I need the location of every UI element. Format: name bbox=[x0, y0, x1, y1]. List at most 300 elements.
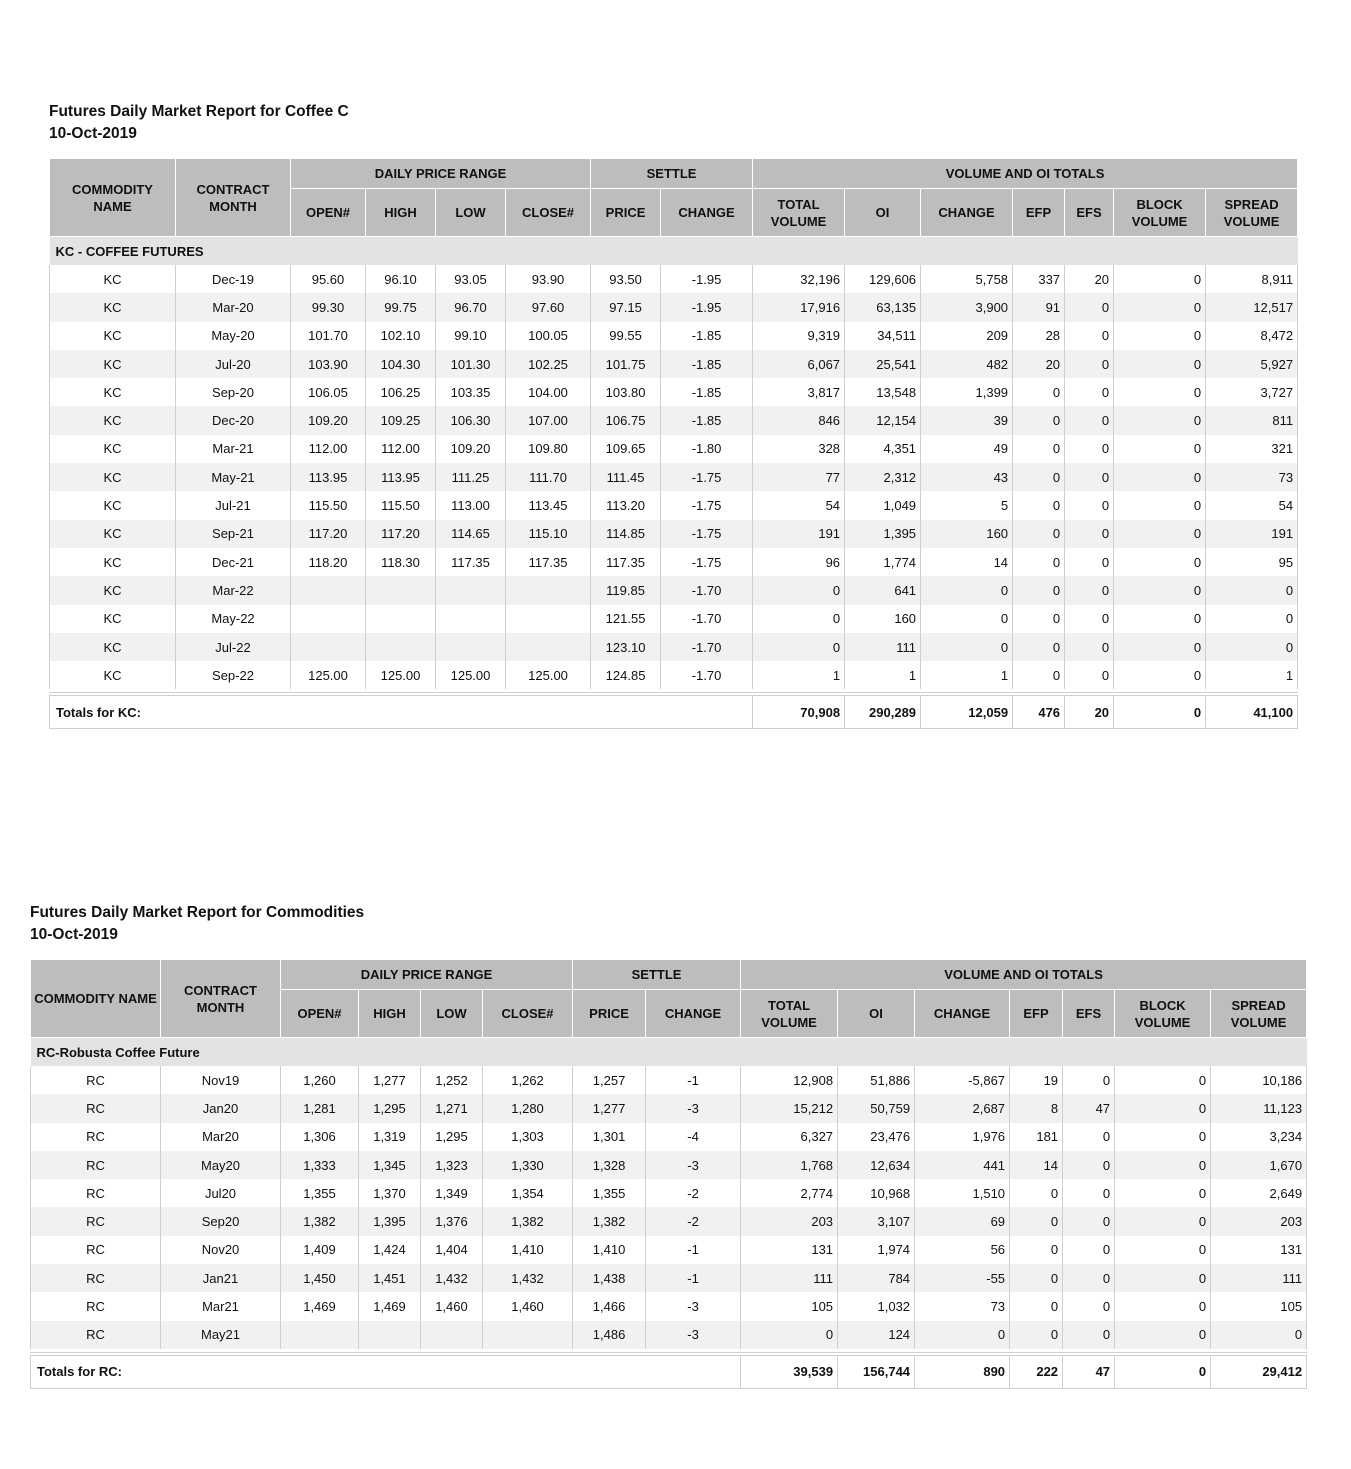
cell-low: 103.35 bbox=[436, 378, 506, 406]
totals-change: 12,059 bbox=[921, 694, 1013, 729]
cell-block-volume: 0 bbox=[1114, 661, 1206, 689]
cell-settle-price: 117.35 bbox=[591, 548, 661, 576]
cell-settle-price: 1,301 bbox=[573, 1123, 646, 1151]
table-row bbox=[31, 1179, 1307, 1207]
cell-settle-price: 106.75 bbox=[591, 406, 661, 434]
cell-block-volume: 0 bbox=[1114, 576, 1206, 604]
cell-commodity: KC bbox=[50, 378, 176, 406]
cell-open: 125.00 bbox=[291, 661, 366, 689]
cell-commodity: KC bbox=[50, 463, 176, 491]
cell-commodity: RC bbox=[31, 1292, 161, 1320]
cell-high: 112.00 bbox=[366, 435, 436, 463]
cell-close: 1,280 bbox=[483, 1094, 573, 1122]
totals-oi: 290,289 bbox=[845, 694, 921, 729]
cell-contract-month: Mar20 bbox=[161, 1123, 281, 1151]
cell-efs: 0 bbox=[1063, 1179, 1115, 1207]
cell-commodity: KC bbox=[50, 265, 176, 293]
cell-low: 111.25 bbox=[436, 463, 506, 491]
cell-block-volume: 0 bbox=[1114, 293, 1206, 321]
cell-low: 1,460 bbox=[421, 1292, 483, 1320]
cell-spread-volume: 0 bbox=[1206, 605, 1298, 633]
cell-spread-volume: 203 bbox=[1211, 1207, 1307, 1235]
cell-high: 1,395 bbox=[359, 1207, 421, 1235]
col-open: OPEN# bbox=[281, 990, 359, 1038]
cell-open: 113.95 bbox=[291, 463, 366, 491]
cell-commodity: KC bbox=[50, 605, 176, 633]
group-label: RC-Robusta Coffee Future bbox=[31, 1038, 1307, 1067]
cell-settle-price: 114.85 bbox=[591, 520, 661, 548]
cell-open: 1,355 bbox=[281, 1179, 359, 1207]
cell-open: 117.20 bbox=[291, 520, 366, 548]
cell-commodity: KC bbox=[50, 406, 176, 434]
cell-settle-change: -1.85 bbox=[661, 406, 753, 434]
cell-efp: 0 bbox=[1010, 1292, 1063, 1320]
cell-efp: 19 bbox=[1010, 1066, 1063, 1094]
cell-oi-change: 160 bbox=[921, 520, 1013, 548]
cell-commodity: KC bbox=[50, 520, 176, 548]
cell-settle-price: 1,328 bbox=[573, 1151, 646, 1179]
cell-commodity: KC bbox=[50, 491, 176, 519]
col-efs: EFS bbox=[1065, 189, 1114, 237]
cell-open: 103.90 bbox=[291, 350, 366, 378]
cell-open bbox=[281, 1321, 359, 1349]
cell-oi-change: 43 bbox=[921, 463, 1013, 491]
cell-spread-volume: 105 bbox=[1211, 1292, 1307, 1320]
col-total-volume: TOTAL VOLUME bbox=[753, 189, 845, 237]
cell-contract-month: May-22 bbox=[176, 605, 291, 633]
cell-settle-price: 123.10 bbox=[591, 633, 661, 661]
cell-oi: 1,049 bbox=[845, 491, 921, 519]
cell-high: 1,345 bbox=[359, 1151, 421, 1179]
cell-close: 115.10 bbox=[506, 520, 591, 548]
cell-close: 1,330 bbox=[483, 1151, 573, 1179]
cell-open bbox=[291, 633, 366, 661]
cell-efp: 0 bbox=[1010, 1179, 1063, 1207]
cell-close: 97.60 bbox=[506, 293, 591, 321]
cell-efp: 0 bbox=[1010, 1236, 1063, 1264]
cell-commodity: KC bbox=[50, 435, 176, 463]
cell-block-volume: 0 bbox=[1115, 1179, 1211, 1207]
cell-close: 117.35 bbox=[506, 548, 591, 576]
cell-settle-change: -1.70 bbox=[661, 576, 753, 604]
cell-contract-month: Jul-20 bbox=[176, 350, 291, 378]
report-coffee-c bbox=[49, 101, 1297, 729]
col-open: OPEN# bbox=[291, 189, 366, 237]
table-row bbox=[50, 350, 1298, 378]
cell-spread-volume: 111 bbox=[1211, 1264, 1307, 1292]
cell-open: 1,333 bbox=[281, 1151, 359, 1179]
cell-total-volume: 1 bbox=[753, 661, 845, 689]
cell-settle-change: -1.85 bbox=[661, 350, 753, 378]
col-commodity-name: COMMODITY NAME bbox=[50, 159, 176, 237]
cell-settle-price: 109.65 bbox=[591, 435, 661, 463]
cell-high: 1,370 bbox=[359, 1179, 421, 1207]
cell-settle-change: -1 bbox=[646, 1264, 741, 1292]
cell-oi: 51,886 bbox=[838, 1066, 915, 1094]
cell-settle-change: -1.75 bbox=[661, 520, 753, 548]
cell-high bbox=[366, 633, 436, 661]
cell-contract-month: Sep-22 bbox=[176, 661, 291, 689]
cell-settle-price: 1,486 bbox=[573, 1321, 646, 1349]
cell-block-volume: 0 bbox=[1114, 265, 1206, 293]
cell-contract-month: Sep-21 bbox=[176, 520, 291, 548]
cell-efs: 0 bbox=[1065, 293, 1114, 321]
cell-total-volume: 0 bbox=[753, 576, 845, 604]
cell-oi: 63,135 bbox=[845, 293, 921, 321]
cell-total-volume: 2,774 bbox=[741, 1179, 838, 1207]
cell-settle-price: 124.85 bbox=[591, 661, 661, 689]
cell-close: 1,410 bbox=[483, 1236, 573, 1264]
cell-efs: 0 bbox=[1063, 1207, 1115, 1235]
col-change: CHANGE bbox=[646, 990, 741, 1038]
cell-settle-change: -1.95 bbox=[661, 265, 753, 293]
cell-oi: 1 bbox=[845, 661, 921, 689]
cell-high: 109.25 bbox=[366, 406, 436, 434]
cell-settle-change: -2 bbox=[646, 1179, 741, 1207]
cell-total-volume: 6,067 bbox=[753, 350, 845, 378]
cell-contract-month: Mar-22 bbox=[176, 576, 291, 604]
cell-spread-volume: 0 bbox=[1206, 576, 1298, 604]
cell-low: 99.10 bbox=[436, 322, 506, 350]
cell-spread-volume: 1 bbox=[1206, 661, 1298, 689]
table-row bbox=[31, 1264, 1307, 1292]
cell-efs: 0 bbox=[1065, 322, 1114, 350]
cell-contract-month: Sep20 bbox=[161, 1207, 281, 1235]
cell-contract-month: Dec-21 bbox=[176, 548, 291, 576]
cell-open: 1,450 bbox=[281, 1264, 359, 1292]
market-table bbox=[49, 158, 1298, 729]
cell-low bbox=[436, 605, 506, 633]
cell-efp: 0 bbox=[1013, 605, 1065, 633]
cell-oi-change: 56 bbox=[915, 1236, 1010, 1264]
cell-total-volume: 0 bbox=[741, 1321, 838, 1349]
cell-oi: 10,968 bbox=[838, 1179, 915, 1207]
cell-oi: 1,974 bbox=[838, 1236, 915, 1264]
totals-efp: 476 bbox=[1013, 694, 1065, 729]
cell-efs: 0 bbox=[1065, 661, 1114, 689]
col-spread-volume: SPREAD VOLUME bbox=[1206, 189, 1298, 237]
cell-oi: 2,312 bbox=[845, 463, 921, 491]
col-efp: EFP bbox=[1010, 990, 1063, 1038]
cell-total-volume: 15,212 bbox=[741, 1094, 838, 1122]
cell-spread-volume: 5,927 bbox=[1206, 350, 1298, 378]
cell-settle-price: 101.75 bbox=[591, 350, 661, 378]
cell-oi-change: 73 bbox=[915, 1292, 1010, 1320]
cell-high bbox=[366, 576, 436, 604]
table-row bbox=[50, 463, 1298, 491]
cell-block-volume: 0 bbox=[1114, 520, 1206, 548]
cell-efs: 0 bbox=[1065, 435, 1114, 463]
cell-oi-change: 209 bbox=[921, 322, 1013, 350]
cell-efp: 181 bbox=[1010, 1123, 1063, 1151]
cell-spread-volume: 811 bbox=[1206, 406, 1298, 434]
group-settle: SETTLE bbox=[573, 960, 741, 990]
cell-efp: 0 bbox=[1010, 1207, 1063, 1235]
cell-block-volume: 0 bbox=[1115, 1321, 1211, 1349]
cell-block-volume: 0 bbox=[1114, 435, 1206, 463]
cell-low: 1,271 bbox=[421, 1094, 483, 1122]
cell-contract-month: Jul20 bbox=[161, 1179, 281, 1207]
cell-total-volume: 6,327 bbox=[741, 1123, 838, 1151]
col-close: CLOSE# bbox=[483, 990, 573, 1038]
cell-settle-change: -1.85 bbox=[661, 322, 753, 350]
table-row bbox=[31, 1066, 1307, 1094]
cell-settle-change: -3 bbox=[646, 1321, 741, 1349]
cell-oi: 124 bbox=[838, 1321, 915, 1349]
cell-block-volume: 0 bbox=[1114, 350, 1206, 378]
cell-open: 1,260 bbox=[281, 1066, 359, 1094]
cell-spread-volume: 11,123 bbox=[1211, 1094, 1307, 1122]
cell-settle-price: 1,466 bbox=[573, 1292, 646, 1320]
cell-efp: 91 bbox=[1013, 293, 1065, 321]
cell-open: 115.50 bbox=[291, 491, 366, 519]
cell-high bbox=[366, 605, 436, 633]
col-efs: EFS bbox=[1063, 990, 1115, 1038]
cell-spread-volume: 2,649 bbox=[1211, 1179, 1307, 1207]
cell-total-volume: 328 bbox=[753, 435, 845, 463]
cell-efs: 0 bbox=[1063, 1123, 1115, 1151]
cell-close: 1,354 bbox=[483, 1179, 573, 1207]
col-high: HIGH bbox=[366, 189, 436, 237]
cell-block-volume: 0 bbox=[1115, 1236, 1211, 1264]
cell-high: 99.75 bbox=[366, 293, 436, 321]
cell-low: 1,295 bbox=[421, 1123, 483, 1151]
cell-contract-month: May21 bbox=[161, 1321, 281, 1349]
cell-contract-month: Mar-21 bbox=[176, 435, 291, 463]
cell-contract-month: Dec-19 bbox=[176, 265, 291, 293]
report-commodities bbox=[30, 902, 1306, 1389]
cell-settle-change: -1.75 bbox=[661, 491, 753, 519]
cell-high: 1,295 bbox=[359, 1094, 421, 1122]
cell-efp: 0 bbox=[1010, 1321, 1063, 1349]
totals-block-volume: 0 bbox=[1115, 1354, 1211, 1389]
cell-high: 113.95 bbox=[366, 463, 436, 491]
cell-total-volume: 12,908 bbox=[741, 1066, 838, 1094]
table-row bbox=[50, 548, 1298, 576]
cell-low: 114.65 bbox=[436, 520, 506, 548]
cell-settle-price: 113.20 bbox=[591, 491, 661, 519]
cell-efp: 0 bbox=[1013, 435, 1065, 463]
table-row bbox=[31, 1151, 1307, 1179]
cell-high bbox=[359, 1321, 421, 1349]
col-total-volume: TOTAL VOLUME bbox=[741, 990, 838, 1038]
cell-contract-month: Dec-20 bbox=[176, 406, 291, 434]
cell-spread-volume: 12,517 bbox=[1206, 293, 1298, 321]
cell-efp: 0 bbox=[1013, 661, 1065, 689]
cell-efs: 0 bbox=[1065, 605, 1114, 633]
cell-block-volume: 0 bbox=[1115, 1151, 1211, 1179]
cell-settle-change: -2 bbox=[646, 1207, 741, 1235]
cell-low: 1,252 bbox=[421, 1066, 483, 1094]
cell-oi-change: 1,399 bbox=[921, 378, 1013, 406]
table-row bbox=[50, 378, 1298, 406]
cell-commodity: RC bbox=[31, 1094, 161, 1122]
cell-block-volume: 0 bbox=[1115, 1292, 1211, 1320]
cell-oi: 25,541 bbox=[845, 350, 921, 378]
table-row bbox=[50, 491, 1298, 519]
table-row bbox=[31, 1236, 1307, 1264]
cell-oi-change: 3,900 bbox=[921, 293, 1013, 321]
cell-close: 125.00 bbox=[506, 661, 591, 689]
table-row bbox=[50, 435, 1298, 463]
cell-oi: 13,548 bbox=[845, 378, 921, 406]
cell-open: 118.20 bbox=[291, 548, 366, 576]
cell-commodity: RC bbox=[31, 1264, 161, 1292]
cell-open: 1,409 bbox=[281, 1236, 359, 1264]
cell-efp: 0 bbox=[1013, 463, 1065, 491]
cell-spread-volume: 8,472 bbox=[1206, 322, 1298, 350]
totals-row bbox=[50, 694, 1298, 729]
col-contract-month: CONTRACT MONTH bbox=[161, 960, 281, 1038]
cell-high: 1,451 bbox=[359, 1264, 421, 1292]
cell-open: 1,281 bbox=[281, 1094, 359, 1122]
cell-efs: 0 bbox=[1065, 350, 1114, 378]
cell-total-volume: 105 bbox=[741, 1292, 838, 1320]
cell-open: 109.20 bbox=[291, 406, 366, 434]
cell-oi: 1,032 bbox=[838, 1292, 915, 1320]
cell-settle-change: -3 bbox=[646, 1292, 741, 1320]
cell-commodity: KC bbox=[50, 633, 176, 661]
cell-oi-change: 1,976 bbox=[915, 1123, 1010, 1151]
cell-total-volume: 3,817 bbox=[753, 378, 845, 406]
cell-contract-month: May-21 bbox=[176, 463, 291, 491]
cell-close: 107.00 bbox=[506, 406, 591, 434]
group-settle: SETTLE bbox=[591, 159, 753, 189]
cell-open: 1,306 bbox=[281, 1123, 359, 1151]
cell-efs: 0 bbox=[1065, 548, 1114, 576]
cell-contract-month: Jan20 bbox=[161, 1094, 281, 1122]
cell-efs: 0 bbox=[1063, 1236, 1115, 1264]
cell-close: 1,382 bbox=[483, 1207, 573, 1235]
cell-total-volume: 191 bbox=[753, 520, 845, 548]
cell-settle-change: -1.85 bbox=[661, 378, 753, 406]
cell-open: 1,382 bbox=[281, 1207, 359, 1235]
cell-commodity: RC bbox=[31, 1207, 161, 1235]
table-row bbox=[31, 1321, 1307, 1349]
cell-efp: 14 bbox=[1010, 1151, 1063, 1179]
cell-high: 117.20 bbox=[366, 520, 436, 548]
cell-settle-change: -1.70 bbox=[661, 633, 753, 661]
cell-commodity: KC bbox=[50, 350, 176, 378]
table-row bbox=[50, 661, 1298, 689]
cell-block-volume: 0 bbox=[1114, 605, 1206, 633]
table-body bbox=[50, 265, 1298, 689]
col-block-volume: BLOCK VOLUME bbox=[1115, 990, 1211, 1038]
totals-efp: 222 bbox=[1010, 1354, 1063, 1389]
cell-low: 106.30 bbox=[436, 406, 506, 434]
cell-oi-change: 0 bbox=[921, 605, 1013, 633]
table-row bbox=[50, 322, 1298, 350]
cell-commodity: KC bbox=[50, 661, 176, 689]
cell-spread-volume: 3,234 bbox=[1211, 1123, 1307, 1151]
cell-spread-volume: 0 bbox=[1211, 1321, 1307, 1349]
cell-oi-change: 5 bbox=[921, 491, 1013, 519]
cell-close: 93.90 bbox=[506, 265, 591, 293]
cell-block-volume: 0 bbox=[1114, 463, 1206, 491]
cell-high: 118.30 bbox=[366, 548, 436, 576]
cell-block-volume: 0 bbox=[1115, 1207, 1211, 1235]
cell-settle-price: 1,410 bbox=[573, 1236, 646, 1264]
cell-spread-volume: 95 bbox=[1206, 548, 1298, 576]
cell-settle-price: 1,355 bbox=[573, 1179, 646, 1207]
cell-efp: 8 bbox=[1010, 1094, 1063, 1122]
cell-contract-month: Mar-20 bbox=[176, 293, 291, 321]
cell-oi: 50,759 bbox=[838, 1094, 915, 1122]
cell-settle-change: -3 bbox=[646, 1094, 741, 1122]
cell-block-volume: 0 bbox=[1114, 406, 1206, 434]
market-table bbox=[30, 959, 1307, 1389]
cell-close: 1,303 bbox=[483, 1123, 573, 1151]
cell-contract-month: Mar21 bbox=[161, 1292, 281, 1320]
cell-close: 1,460 bbox=[483, 1292, 573, 1320]
col-oi-change: CHANGE bbox=[921, 189, 1013, 237]
cell-spread-volume: 73 bbox=[1206, 463, 1298, 491]
cell-oi-change: 0 bbox=[921, 576, 1013, 604]
table-row bbox=[50, 406, 1298, 434]
cell-low: 1,376 bbox=[421, 1207, 483, 1235]
cell-close bbox=[483, 1321, 573, 1349]
totals-label: Totals for RC: bbox=[31, 1354, 741, 1389]
totals-efs: 47 bbox=[1063, 1354, 1115, 1389]
cell-open bbox=[291, 576, 366, 604]
cell-low bbox=[436, 633, 506, 661]
cell-oi-change: 14 bbox=[921, 548, 1013, 576]
totals-block-volume: 0 bbox=[1114, 694, 1206, 729]
cell-block-volume: 0 bbox=[1115, 1094, 1211, 1122]
cell-total-volume: 32,196 bbox=[753, 265, 845, 293]
table-row bbox=[50, 605, 1298, 633]
totals-total-volume: 70,908 bbox=[753, 694, 845, 729]
group-label: KC - COFFEE FUTURES bbox=[50, 237, 1298, 266]
cell-spread-volume: 131 bbox=[1211, 1236, 1307, 1264]
cell-efs: 0 bbox=[1063, 1264, 1115, 1292]
cell-open: 1,469 bbox=[281, 1292, 359, 1320]
cell-high: 1,424 bbox=[359, 1236, 421, 1264]
cell-efp: 0 bbox=[1013, 633, 1065, 661]
cell-oi: 1,774 bbox=[845, 548, 921, 576]
table-row bbox=[50, 633, 1298, 661]
col-low: LOW bbox=[436, 189, 506, 237]
cell-commodity: RC bbox=[31, 1066, 161, 1094]
col-low: LOW bbox=[421, 990, 483, 1038]
col-price: PRICE bbox=[591, 189, 661, 237]
cell-oi: 3,107 bbox=[838, 1207, 915, 1235]
cell-close bbox=[506, 605, 591, 633]
cell-close: 102.25 bbox=[506, 350, 591, 378]
cell-open: 101.70 bbox=[291, 322, 366, 350]
cell-low: 93.05 bbox=[436, 265, 506, 293]
cell-total-volume: 54 bbox=[753, 491, 845, 519]
cell-contract-month: Nov19 bbox=[161, 1066, 281, 1094]
cell-settle-change: -4 bbox=[646, 1123, 741, 1151]
cell-efp: 0 bbox=[1013, 520, 1065, 548]
table-row bbox=[50, 520, 1298, 548]
cell-low bbox=[436, 576, 506, 604]
col-oi: OI bbox=[838, 990, 915, 1038]
cell-close bbox=[506, 576, 591, 604]
cell-efp: 0 bbox=[1010, 1264, 1063, 1292]
cell-settle-price: 99.55 bbox=[591, 322, 661, 350]
cell-settle-change: -1.75 bbox=[661, 463, 753, 491]
cell-oi-change: 69 bbox=[915, 1207, 1010, 1235]
cell-contract-month: May-20 bbox=[176, 322, 291, 350]
col-price: PRICE bbox=[573, 990, 646, 1038]
table-row bbox=[50, 576, 1298, 604]
cell-total-volume: 77 bbox=[753, 463, 845, 491]
cell-high: 106.25 bbox=[366, 378, 436, 406]
col-efp: EFP bbox=[1013, 189, 1065, 237]
cell-settle-change: -1 bbox=[646, 1236, 741, 1264]
